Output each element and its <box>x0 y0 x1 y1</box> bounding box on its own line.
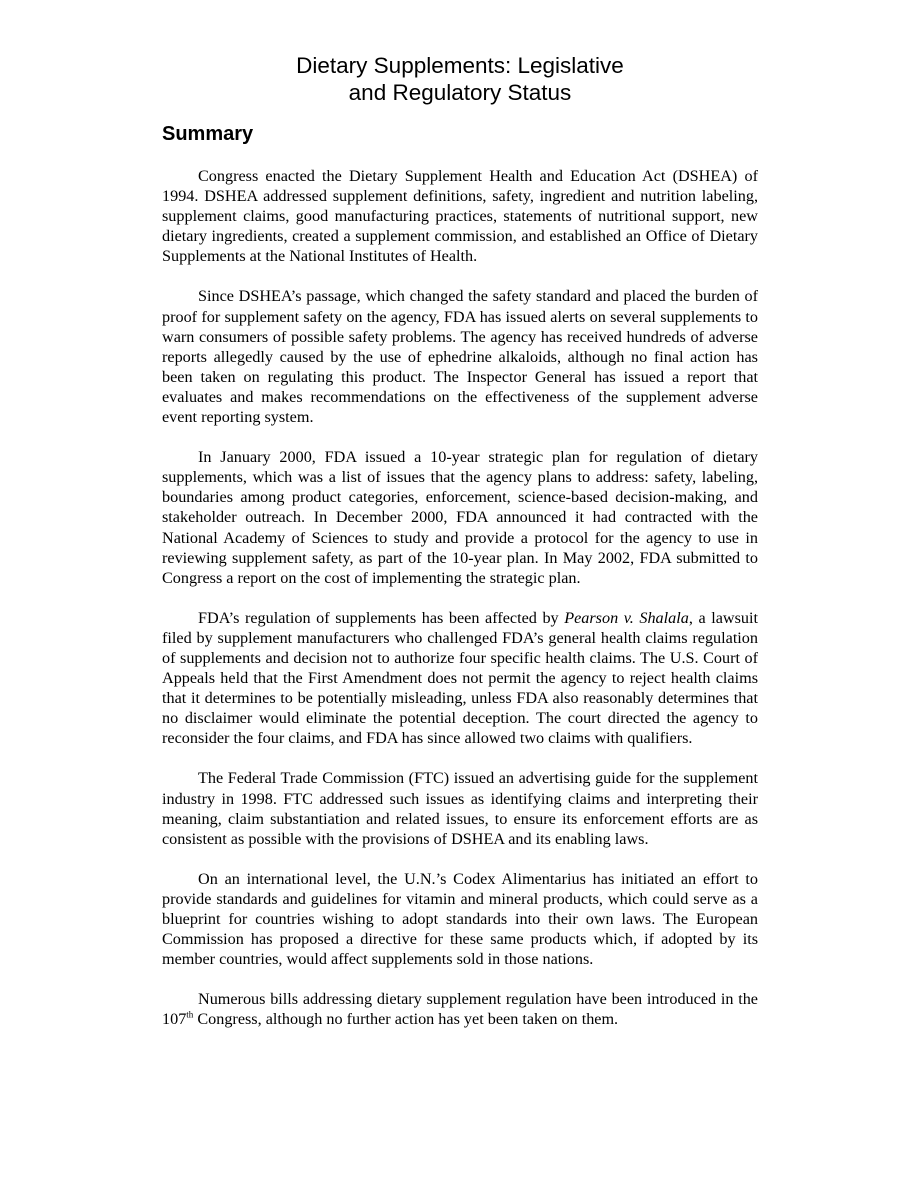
paragraph-bills-text-end: Congress, although no further action has yet been taken on them. <box>193 1010 619 1029</box>
summary-heading: Summary <box>162 123 254 145</box>
paragraph-strategic-plan: In January 2000, FDA issued a 10-year strategic plan for regulation of dietary supplements, which was a list of issues that the agency plans to address: safety, labeling, boundaries among product categories, enforcement, science-based decision-making, and stakeholder outreach. In December 2000, FDA announced it had contracted with the National Academy of Sciences to study and provide a protocol for the agency to use in reviewing supplement safety, as part of the 10-year plan. In May 2002, FDA submitted to Congress a report on the cost of implementing the strategic plan. <box>162 448 758 587</box>
paragraph-bills-text-start: Numerous bills addressing dietary supplement regulation have been introduced in the 107 <box>162 990 758 1029</box>
paragraph-safety: Since DSHEA’s passage, which changed the safety standard and placed the burden of proof for supplement safety on the agency, FDA has issued alerts on several supplements to warn consumers of possible safety problems. The agency has received hundreds of adverse reports allegedly caused by the use of ephedrine alkaloids, although no final action has been taken on regulating this product. The Inspector General has issued a report that evaluates and makes recommendations on the effectiveness of the supplement adverse event reporting system. <box>162 287 758 427</box>
paragraph-international: On an international level, the U.N.’s Codex Alimentarius has initiated an effort to provide standards and guidelines for vitamin and mineral products, which could serve as a blueprint for countries wishing to adopt standards into their own laws. The European Commission has proposed a directive for these same products which, if adopted by its member countries, would affect supplements sold in those nations. <box>162 869 758 969</box>
title-line-1: Dietary Supplements: Legislative <box>296 53 624 78</box>
paragraph-dshea: Congress enacted the Dietary Supplement Health and Education Act (DSHEA) of 1994. DSHEA addressed supplement definitions, safety, ingredient and nutrition labeling, supplement claims, good manufacturing practices, statements of nutritional support, new dietary ingredients, created a supplement commission, and established an Office of Dietary Supplements at the National Institutes of Health. <box>162 167 758 266</box>
paragraph-pearson <box>162 608 758 749</box>
paragraph-pearson-text-start: FDA’s regulation of supplements has been affected by <box>198 608 565 627</box>
case-name: Pearson v. Shalala <box>564 608 689 627</box>
paragraph-pearson-text-end: , a lawsuit filed by supplement manufacturers who challenged FDA’s general health claims regulation of supplements and decision not to authorize four specific health claims. The U.S. Court of Appeals held that the First Amendment does not permit the agency to reject health claims that it determines to be potentially misleading, unless FDA also reasonably determines that no disclaimer would eliminate the potential deception. The court directed the agency to reconsider the four claims, and FDA has since allowed two claims with qualifiers. <box>162 608 758 748</box>
title-line-2: and Regulatory Status <box>348 80 572 105</box>
paragraph-ftc: The Federal Trade Commission (FTC) issued an advertising guide for the supplement industry in 1998. FTC addressed such issues as identifying claims and interpreting their meaning, claim substantiation and related issues, to ensure its enforcement efforts are as consistent as possible with the provisions of DSHEA and its enabling laws. <box>162 769 758 848</box>
paragraph-bills <box>162 989 758 1029</box>
document-title <box>162 52 758 106</box>
ordinal-superscript: th <box>186 1009 194 1020</box>
document-page <box>162 52 758 1049</box>
